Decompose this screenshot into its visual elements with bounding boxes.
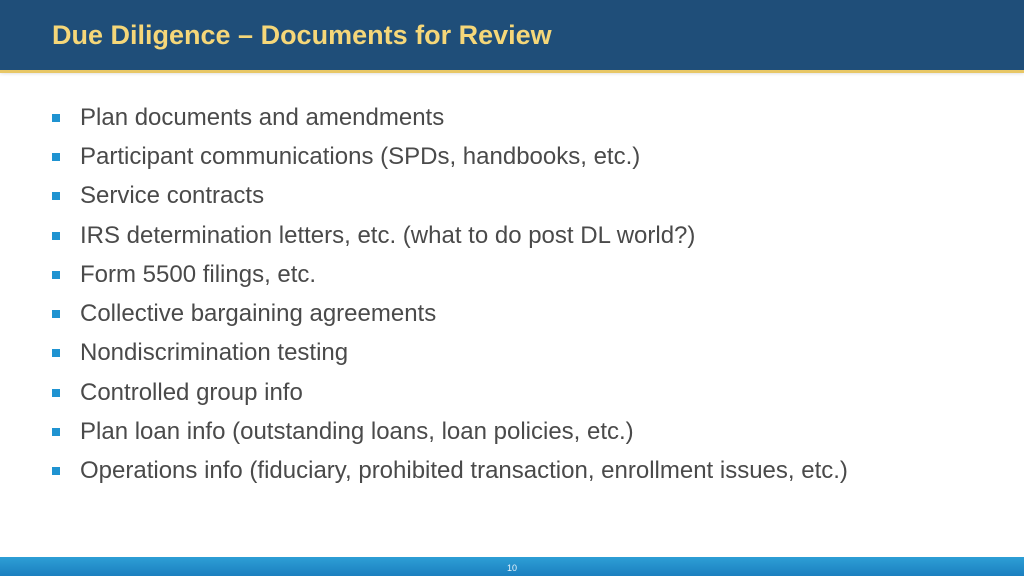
- bullet-item: [50, 137, 848, 176]
- bullet-item: [50, 177, 848, 216]
- bullet-item: [50, 334, 848, 373]
- bullet-text: Participant communications (SPDs, handbooks, etc.): [80, 142, 641, 170]
- bullet-text: Collective bargaining agreements: [80, 300, 437, 328]
- bullet-item: [50, 294, 848, 333]
- bullet-list: [50, 98, 848, 491]
- square-bullet-icon: [52, 192, 60, 200]
- square-bullet-icon: [52, 153, 60, 161]
- bullet-text: Plan documents and amendments: [80, 103, 445, 131]
- bullet-text: Service contracts: [80, 182, 265, 210]
- bullet-text: Plan loan info (outstanding loans, loan policies, etc.): [80, 418, 634, 446]
- square-bullet-icon: [52, 232, 60, 240]
- bullet-text: IRS determination letters, etc. (what to do post DL world?): [80, 221, 696, 249]
- square-bullet-icon: [52, 114, 60, 122]
- bullet-item: [50, 452, 848, 491]
- bullet-item: [50, 255, 848, 294]
- square-bullet-icon: [52, 349, 60, 357]
- bullet-text: Form 5500 filings, etc.: [80, 260, 317, 288]
- bullet-text: Controlled group info: [80, 378, 303, 406]
- square-bullet-icon: [52, 271, 60, 279]
- title-bar: [0, 0, 1024, 70]
- square-bullet-icon: [52, 467, 60, 475]
- bullet-text: Nondiscrimination testing: [80, 339, 349, 367]
- bullet-text: Operations info (fiduciary, prohibited transaction, enrollment issues, etc.): [80, 457, 848, 485]
- bullet-item: [50, 373, 848, 412]
- bullet-item: [50, 412, 848, 451]
- page-number: 10: [506, 563, 517, 573]
- bullet-item: [50, 98, 848, 137]
- square-bullet-icon: [52, 389, 60, 397]
- bullet-item: [50, 216, 848, 255]
- square-bullet-icon: [52, 428, 60, 436]
- title-bar-gold-rule: [0, 70, 1024, 73]
- slide-title: Due Diligence – Documents for Review: [52, 20, 552, 50]
- square-bullet-icon: [52, 310, 60, 318]
